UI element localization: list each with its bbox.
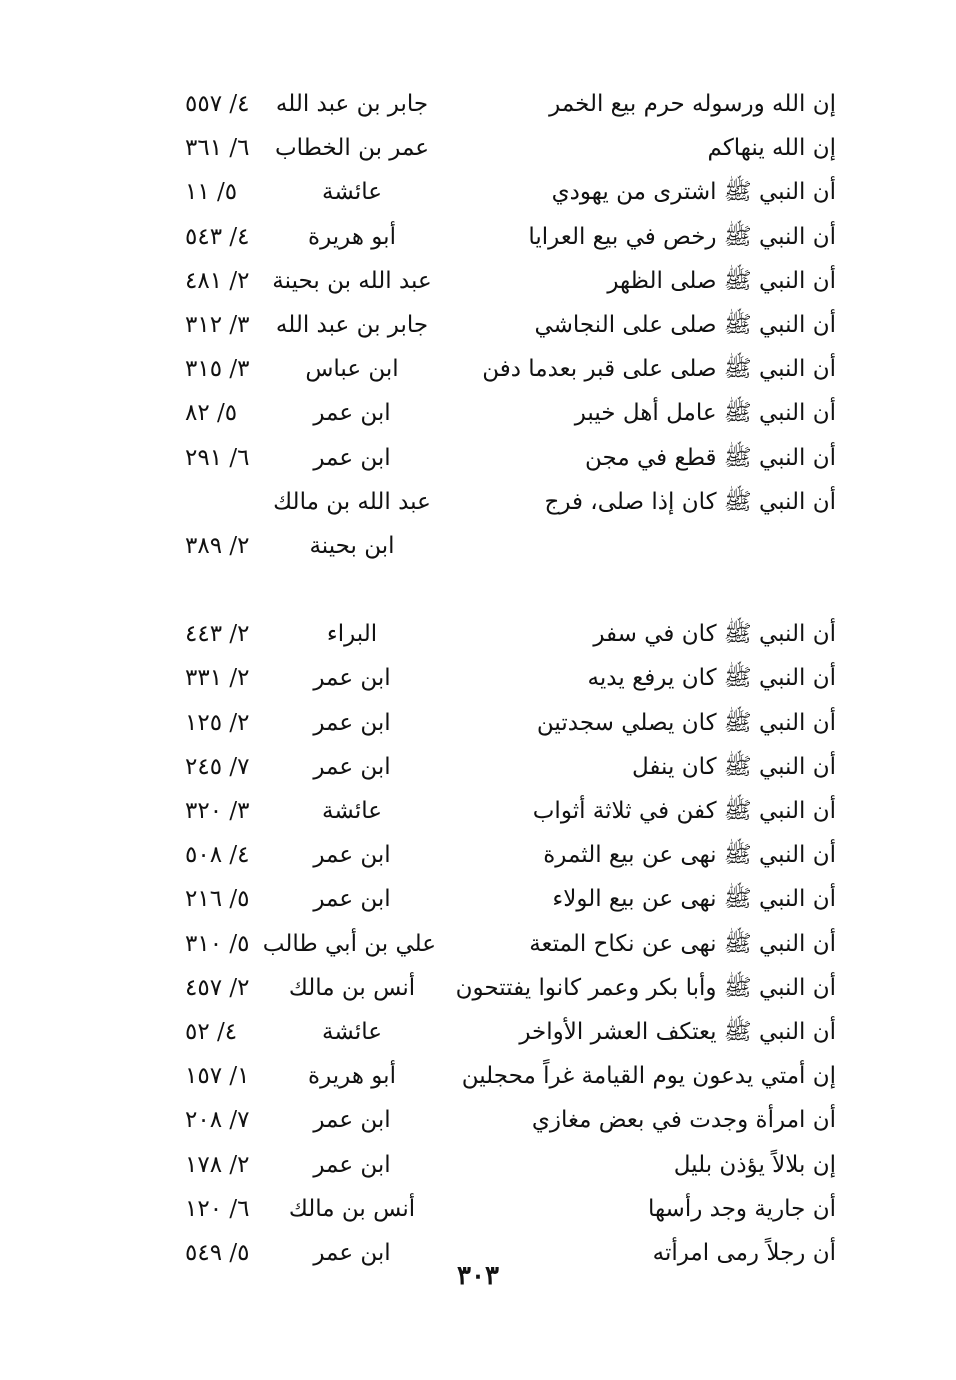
index-row bbox=[0, 170, 956, 214]
volume-page-reference: ٢/ ٣٨٩ bbox=[185, 532, 250, 559]
volume-page-reference: ٤/ ٥٥٧ bbox=[185, 91, 250, 117]
narrator-name: ابن عمر bbox=[313, 709, 391, 736]
index-row bbox=[0, 789, 956, 833]
narrator-name: ابن عمر bbox=[313, 1107, 391, 1134]
volume-page-reference: ٤/ ٥٤٣ bbox=[185, 223, 250, 250]
narrator-name: علي بن أبي طالب bbox=[262, 930, 436, 957]
volume-page-reference: ٢/ ٤٥٧ bbox=[185, 974, 250, 1001]
volume-page-reference: ٢/ ٣٣١ bbox=[185, 665, 250, 692]
index-row bbox=[0, 436, 956, 480]
narrator-name: ابن عمر bbox=[313, 444, 391, 471]
page-number: ٣٠٣ bbox=[457, 1261, 499, 1291]
narrator-name: عائشة bbox=[322, 1018, 382, 1045]
hadith-text: أن النبي ﷺ كفن في ثلاثة أثواب bbox=[532, 798, 836, 824]
volume-page-reference: ٢/ ٤٨١ bbox=[185, 267, 250, 294]
hadith-text: أن النبي ﷺ نهى عن بيع الولاء bbox=[552, 886, 836, 913]
hadith-text: أن النبي ﷺ يعتكف العشر الأواخر bbox=[519, 1018, 836, 1045]
index-row bbox=[0, 259, 956, 303]
index-row bbox=[0, 391, 956, 435]
hadith-text: أن النبي ﷺ عامل أهل خيبر bbox=[574, 400, 836, 427]
index-row bbox=[0, 1143, 956, 1187]
volume-page-reference: ٥/ ٢١٦ bbox=[185, 886, 250, 913]
narrator-name: عبد الله بن بحينة bbox=[272, 267, 432, 294]
index-row bbox=[0, 82, 956, 126]
narrator-name: ابن عمر bbox=[313, 400, 391, 427]
narrator-name: ابن عمر bbox=[313, 753, 391, 780]
narrator-name: ابن عمر bbox=[313, 1239, 391, 1266]
index-row bbox=[0, 745, 956, 789]
volume-page-reference: ٣/ ٣٢٠ bbox=[185, 798, 250, 824]
hadith-text: أن النبي ﷺ كان يصلي سجدتين bbox=[536, 709, 836, 736]
index-row bbox=[0, 126, 956, 170]
index-row bbox=[0, 1054, 956, 1098]
hadith-text: أن النبي ﷺ كان ينفل bbox=[631, 753, 836, 780]
narrator-name: ابن بحينة bbox=[309, 532, 395, 559]
index-row bbox=[0, 833, 956, 877]
hadith-text: أن النبي ﷺ صلى على النجاشي bbox=[534, 311, 836, 338]
index-row bbox=[0, 612, 956, 656]
volume-page-reference: ٤/ ٥٠٨ bbox=[185, 842, 250, 869]
index-row bbox=[0, 1010, 956, 1054]
volume-page-reference: ٥/ ٨٢ bbox=[185, 400, 238, 427]
volume-page-reference: ٦/ ٢٩١ bbox=[185, 444, 250, 471]
volume-page-reference: ٢/ ٤٤٣ bbox=[185, 621, 250, 648]
index-row bbox=[0, 215, 956, 259]
narrator-name: أبو هريرة bbox=[308, 1063, 396, 1090]
hadith-text: أن النبي ﷺ اشترى من يهودي bbox=[551, 179, 836, 206]
hadith-text: أن امرأة وجدت في بعض مغازي bbox=[531, 1107, 836, 1134]
hadith-index-list bbox=[0, 82, 956, 1275]
volume-page-reference: ٤/ ٥٢ bbox=[185, 1018, 238, 1045]
narrator-name: ابن عمر bbox=[313, 842, 391, 869]
narrator-name: ابن عمر bbox=[313, 1151, 391, 1178]
hadith-text: أن النبي ﷺ صلى الظهر bbox=[607, 267, 836, 294]
hadith-text: إن بلالاً يؤذن بليل bbox=[673, 1151, 836, 1178]
volume-page-reference: ٥/ ٥٤٩ bbox=[185, 1239, 250, 1266]
volume-page-reference: ٧/ ٢٠٨ bbox=[185, 1107, 250, 1134]
narrator-name: أنس بن مالك bbox=[288, 974, 416, 1001]
index-row bbox=[0, 347, 956, 391]
volume-page-reference: ٢/ ١٧٨ bbox=[185, 1151, 250, 1178]
volume-page-reference: ٥/ ١١ bbox=[185, 179, 238, 206]
index-row bbox=[0, 1187, 956, 1231]
hadith-text: أن النبي ﷺ كان إذا صلى، فرج bbox=[544, 488, 836, 515]
index-row bbox=[0, 1098, 956, 1142]
index-row bbox=[0, 877, 956, 921]
hadith-text: إن الله ينهاكم bbox=[707, 135, 836, 162]
narrator-name: عائشة bbox=[322, 179, 382, 206]
index-row bbox=[0, 922, 956, 966]
index-row bbox=[0, 480, 956, 524]
hadith-text: أن النبي ﷺ صلى على قبر بعدما دفن bbox=[482, 356, 836, 383]
hadith-text: أن النبي ﷺ نهى عن بيع الثمرة bbox=[543, 842, 836, 869]
hadith-text: إن الله ورسوله حرم بيع الخمر bbox=[549, 91, 836, 117]
volume-page-reference: ٢/ ١٢٥ bbox=[185, 709, 250, 736]
index-row bbox=[0, 524, 956, 568]
index-row bbox=[0, 966, 956, 1010]
hadith-text: إن أمتي يدعون يوم القيامة غراً محجلين bbox=[461, 1063, 836, 1090]
hadith-text: أن النبي ﷺ وأبا بكر وعمر كانوا يفتتحون bbox=[455, 974, 836, 1001]
narrator-name: جابر بن عبد الله bbox=[275, 91, 429, 117]
narrator-name: ابن عمر bbox=[313, 886, 391, 913]
volume-page-reference: ٦/ ١٢٠ bbox=[185, 1195, 250, 1222]
narrator-name: جابر بن عبد الله bbox=[275, 311, 429, 338]
narrator-name: عبد الله بن مالك bbox=[273, 488, 431, 515]
index-row bbox=[0, 303, 956, 347]
hadith-text: أن النبي ﷺ نهى عن نكاح المتعة bbox=[529, 930, 836, 957]
volume-page-reference: ٣/ ٣١٢ bbox=[185, 311, 250, 338]
hadith-text: أن النبي ﷺ قطع في مجن bbox=[584, 444, 836, 471]
volume-page-reference: ٦/ ٣٦١ bbox=[185, 135, 250, 162]
hadith-text: أن جارية وجد رأسها bbox=[647, 1195, 836, 1222]
index-row bbox=[0, 568, 956, 612]
narrator-name: ابن عباس bbox=[305, 356, 399, 383]
narrator-name: عائشة bbox=[322, 798, 382, 824]
hadith-text: أن رجلاً رمى امرأته bbox=[652, 1239, 836, 1266]
hadith-text: أن النبي ﷺ رخص في بيع العرايا bbox=[528, 223, 836, 250]
volume-page-reference: ٧/ ٢٤٥ bbox=[185, 753, 250, 780]
volume-page-reference: ١/ ١٥٧ bbox=[185, 1063, 250, 1090]
volume-page-reference: ٣/ ٣١٥ bbox=[185, 356, 250, 383]
narrator-name: عمر بن الخطاب bbox=[274, 135, 429, 162]
index-row bbox=[0, 701, 956, 745]
narrator-name: ابن عمر bbox=[313, 665, 391, 692]
volume-page-reference: ٥/ ٣١٠ bbox=[185, 930, 250, 957]
narrator-name: أنس بن مالك bbox=[288, 1195, 416, 1222]
narrator-name: أبو هريرة bbox=[308, 223, 396, 250]
narrator-name: البراء bbox=[326, 621, 378, 648]
hadith-text: أن النبي ﷺ كان في سفر bbox=[593, 621, 836, 648]
index-row bbox=[0, 656, 956, 700]
hadith-text: أن النبي ﷺ كان يرفع يديه bbox=[587, 665, 836, 692]
